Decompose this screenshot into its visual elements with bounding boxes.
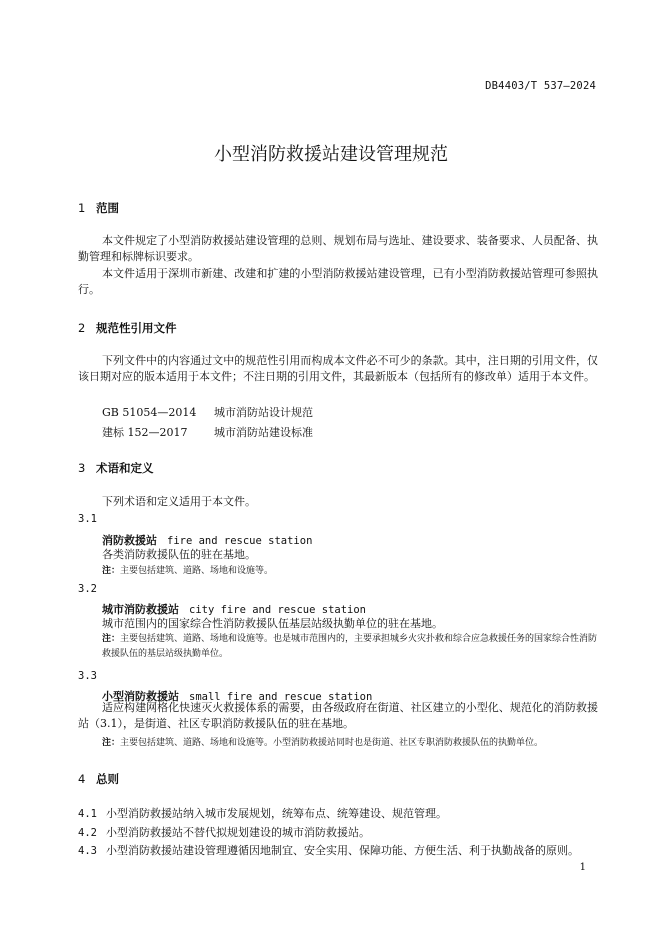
note-text: 主要包括建筑、道路、场地和设施等。 <box>120 566 274 576</box>
term-definition: 城市范围内的国家综合性消防救援队伍基层站级执勤单位的驻在基地。 <box>102 617 443 630</box>
section-number: 1 <box>78 201 86 215</box>
term-note <box>102 632 600 662</box>
clause-text: 小型消防救援站不替代拟规划建设的城市消防救援站。 <box>106 826 370 839</box>
document-title: 小型消防救援站建设管理规范 <box>214 144 448 165</box>
note-label: 注： <box>102 634 121 644</box>
section-title: 范围 <box>96 201 119 215</box>
clause-text: 小型消防救援站建设管理遵循因地制宜、安全实用、保障功能、方便生活、利于执勤战备的原则。 <box>106 844 579 857</box>
term-definition: 适应构建网格化快速灭火救援体系的需要，由各级政府在街道、社区建立的小型化、规范化的消防救援站（3.1），是街道、社区专职消防救援队伍的驻在基地。 <box>78 701 598 730</box>
term-english: small fire and rescue station <box>189 691 373 703</box>
clause-item <box>78 842 579 858</box>
term-number: 3.3 <box>78 670 97 682</box>
document-code: DB4403/T 537—2024 <box>485 80 596 92</box>
term-chinese: 小型消防救援站 <box>102 690 179 703</box>
term-chinese: 城市消防救援站 <box>102 603 179 616</box>
section-title: 总则 <box>96 772 119 786</box>
normative-reference <box>102 404 313 420</box>
clause-item <box>78 824 370 840</box>
section-number: 4 <box>78 772 86 786</box>
term-note <box>102 736 600 751</box>
clause-number: 4.1 <box>78 808 97 820</box>
section-3-intro: 下列术语和定义适用于本文件。 <box>102 495 256 508</box>
term-number: 3.2 <box>78 583 97 595</box>
clause-number: 4.3 <box>78 845 97 857</box>
section-1-heading <box>78 200 119 216</box>
section-1-para-1: 本文件规定了小型消防救援站建设管理的总则、规划布局与选址、建设要求、装备要求、人员配备、执勤管理和标牌标识要求。 <box>78 234 598 263</box>
section-title: 术语和定义 <box>96 461 154 475</box>
reference-code: 建标 152—2017 <box>102 426 188 439</box>
section-number: 2 <box>78 321 86 335</box>
note-text: 主要包括建筑、道路、场地和设施等。也是城市范围内的，主要承担城乡火灾扑救和综合应急救援任务的国家综合性消防救援队伍的基层站级执勤单位。 <box>102 634 598 659</box>
term-number: 3.1 <box>78 513 97 525</box>
clause-item <box>78 805 447 821</box>
term-chinese: 消防救援站 <box>102 534 157 547</box>
note-label: 注： <box>102 566 121 576</box>
note-text: 主要包括建筑、道路、场地和设施等。小型消防救援站同时也是街道、社区专职消防救援队伍的执勤单位。 <box>120 738 544 748</box>
section-title: 规范性引用文件 <box>96 321 177 335</box>
clause-number: 4.2 <box>78 827 97 839</box>
section-4-heading <box>78 771 119 787</box>
term-note <box>102 564 598 579</box>
section-3-heading <box>78 460 154 476</box>
reference-title: 城市消防站建设标准 <box>214 426 313 439</box>
section-2-para: 下列文件中的内容通过文中的规范性引用而构成本文件必不可少的条款。其中，注日期的引用文件，仅该日期对应的版本适用于本文件；不注日期的引用文件，其最新版本（包括所有的修改单）适用于本文件。 <box>78 354 598 383</box>
section-number: 3 <box>78 461 86 475</box>
reference-title: 城市消防站设计规范 <box>214 406 313 419</box>
reference-code: GB 51054—2014 <box>102 406 197 419</box>
term-english: city fire and rescue station <box>189 604 367 616</box>
note-label: 注： <box>102 738 121 748</box>
section-1-para-2: 本文件适用于深圳市新建、改建和扩建的小型消防救援站建设管理，已有小型消防救援站管理可参照执行。 <box>78 267 598 296</box>
section-2-heading <box>78 320 177 336</box>
term-english: fire and rescue station <box>167 535 313 547</box>
term-definition: 各类消防救援队伍的驻在基地。 <box>102 548 256 561</box>
normative-reference <box>102 424 313 440</box>
page-number: 1 <box>579 862 586 873</box>
clause-text: 小型消防救援站纳入城市发展规划，统筹布点、统筹建设、规范管理。 <box>106 807 447 820</box>
